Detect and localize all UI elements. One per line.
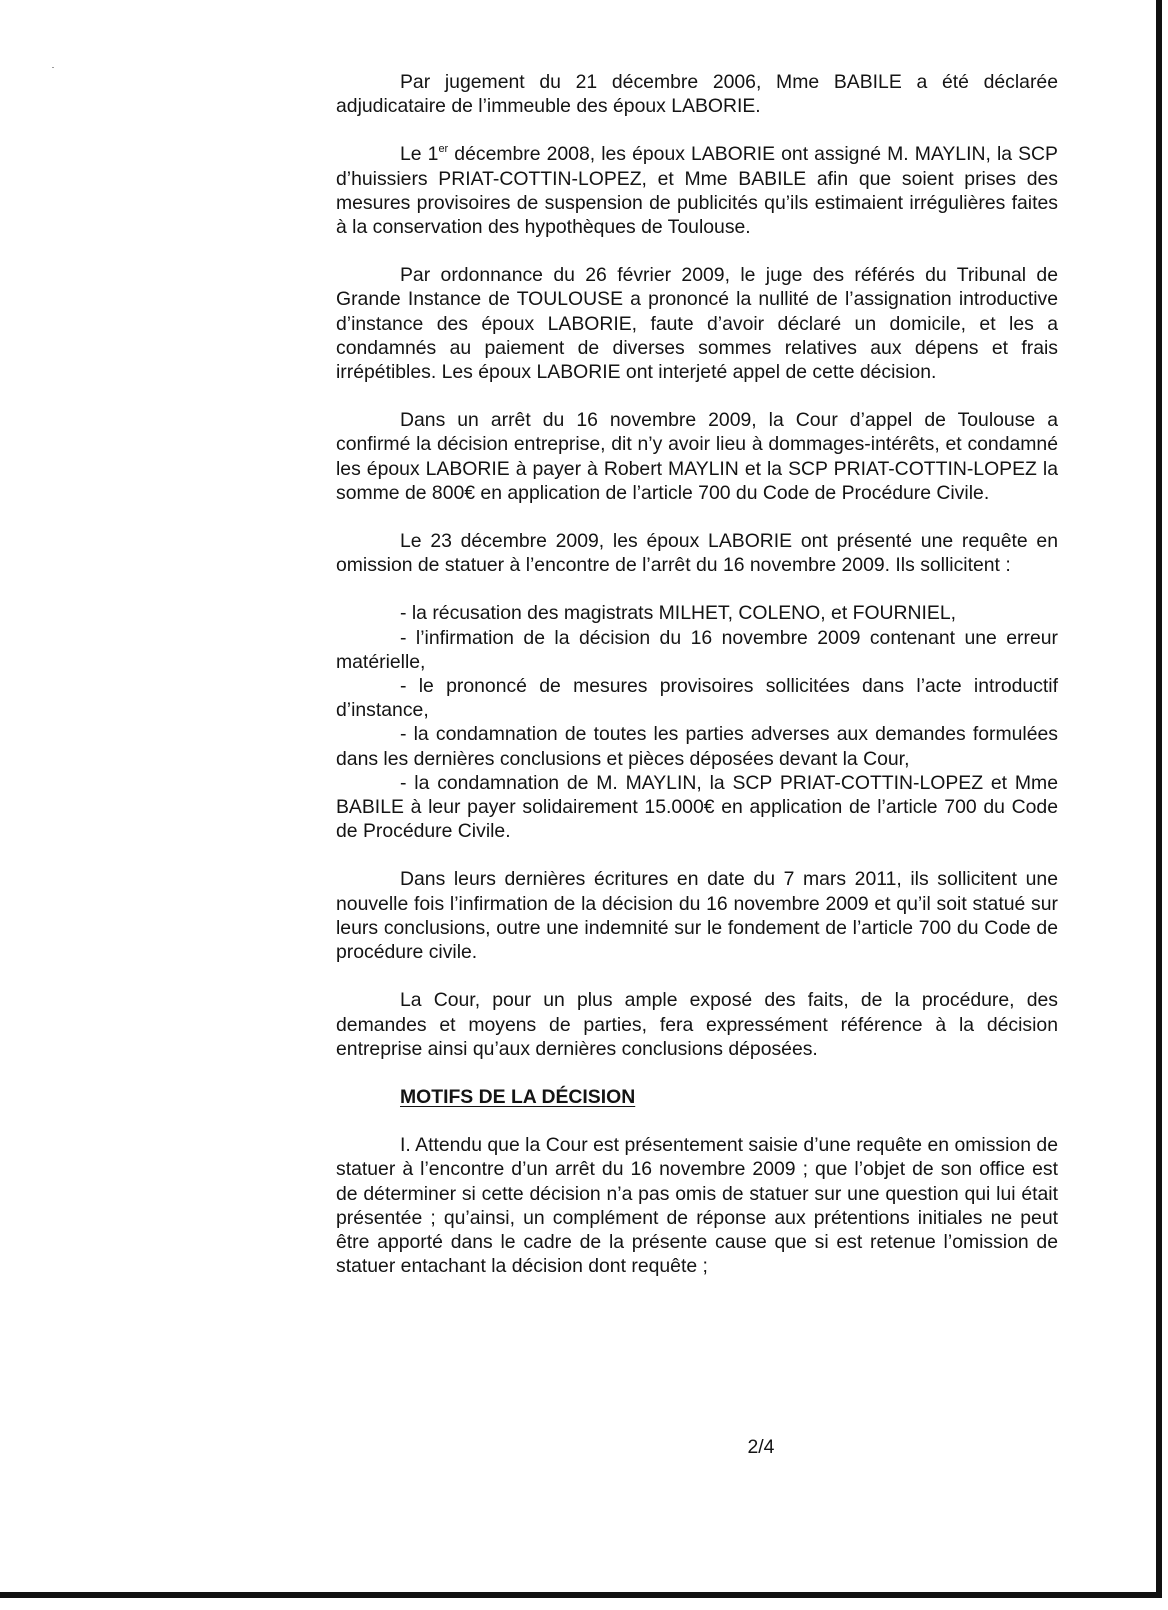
paragraph-assignment <box>336 142 1058 239</box>
paragraph-ordinance: Par ordonnance du 26 février 2009, le juge des référés du Tribunal de Grande Instance de TOULOUSE a prononcé la nullité de l’assignation introductive d’instance des époux LABORIE, faute d’avoir déclaré un domicile, et les a condamnés au paiement de diverses sommes relatives aux dépens et frais irrépétibles. Les époux LABORIE ont interjeté appel de cette décision. <box>336 264 1058 384</box>
paragraph-latest-writings: Dans leurs dernières écritures en date du 7 mars 2011, ils sollicitent une nouvelle fois l’infirmation de la décision du 16 novembre 2009 et qu’il soit statué sur leurs conclusions, outre une indemnité sur le fondement de l’article 700 du Code de procédure civile. <box>336 868 1058 964</box>
paragraph-request: Le 23 décembre 2009, les époux LABORIE ont présenté une requête en omission de statuer à l’encontre de l’arrêt du 16 novembre 2009. Ils sollicitent : <box>336 530 1058 577</box>
section-heading: MOTIFS DE LA DÉCISION <box>400 1085 636 1108</box>
scan-speck <box>52 67 54 68</box>
assignment-date-prefix: Le 1 <box>400 143 439 166</box>
list-item: - l’infirmation de la décision du 16 novembre 2009 contenant une erreur matérielle, <box>336 626 1058 673</box>
paragraph-judgment: Par jugement du 21 décembre 2006, Mme BABILE a été déclarée adjudicataire de l’immeuble des époux LABORIE. <box>336 71 1058 118</box>
paragraph-appeal-ruling: Dans un arrêt du 16 novembre 2009, la Cour d’appel de Toulouse a confirmé la décision entreprise, dit n’y avoir lieu à dommages-intérêts, et condamné les époux LABORIE à payer à Robert MAYLIN et la SCP PRIAT-COTTIN-LOPEZ la somme de 800€ en application de l’article 700 du Code de Procédure Civile. <box>336 409 1058 504</box>
list-item: - la récusation des magistrats MILHET, COLENO, et FOURNIEL, <box>400 602 957 625</box>
list-item: - le prononcé de mesures provisoires sollicitées dans l’acte introductif d’instance, <box>336 675 1058 722</box>
list-item: - la condamnation de toutes les parties adverses aux demandes formulées dans les dernières conclusions et pièces déposées devant la Cour, <box>336 723 1058 770</box>
requests-list <box>336 601 1058 843</box>
list-item: - la condamnation de M. MAYLIN, la SCP PRIAT-COTTIN-LOPEZ et Mme BABILE à leur payer solidairement 15.000€ en application de l’article 700 du Code de Procédure Civile. <box>336 771 1058 843</box>
page-number: 2/4 <box>747 1436 775 1458</box>
assignment-text: décembre 2008, les époux LABORIE ont assigné M. MAYLIN, la SCP d’huissiers PRIAT-COTTIN-LOPEZ, et Mme BABILE afin que soient prises des mesures provisoires de suspension de publicités qu’ils estimaient irrégulières faites à la conservation des hypothèques de Toulouse. <box>336 143 1058 239</box>
ordinal-superscript: er <box>438 143 449 156</box>
paragraph-motif-1: I. Attendu que la Cour est présentement saisie d’une requête en omission de statuer à l’encontre d’un arrêt du 16 novembre 2009 ; que l’objet de son office est de déterminer si cette décision n’a pas omis de statuer sur une question qui lui était présentée ; qu’ainsi, un complément de réponse aux prétentions initiales ne peut être apporté dans le cadre de la présente cause que si est retenue l’omission de statuer entachant la décision dont requête ; <box>336 1134 1058 1278</box>
paragraph-court-reference: La Cour, pour un plus ample exposé des faits, de la procédure, des demandes et moyens de parties, fera expressément référence à la décision entreprise ainsi qu’aux dernières conclusions déposées. <box>336 989 1058 1060</box>
document-body <box>336 70 1058 1278</box>
